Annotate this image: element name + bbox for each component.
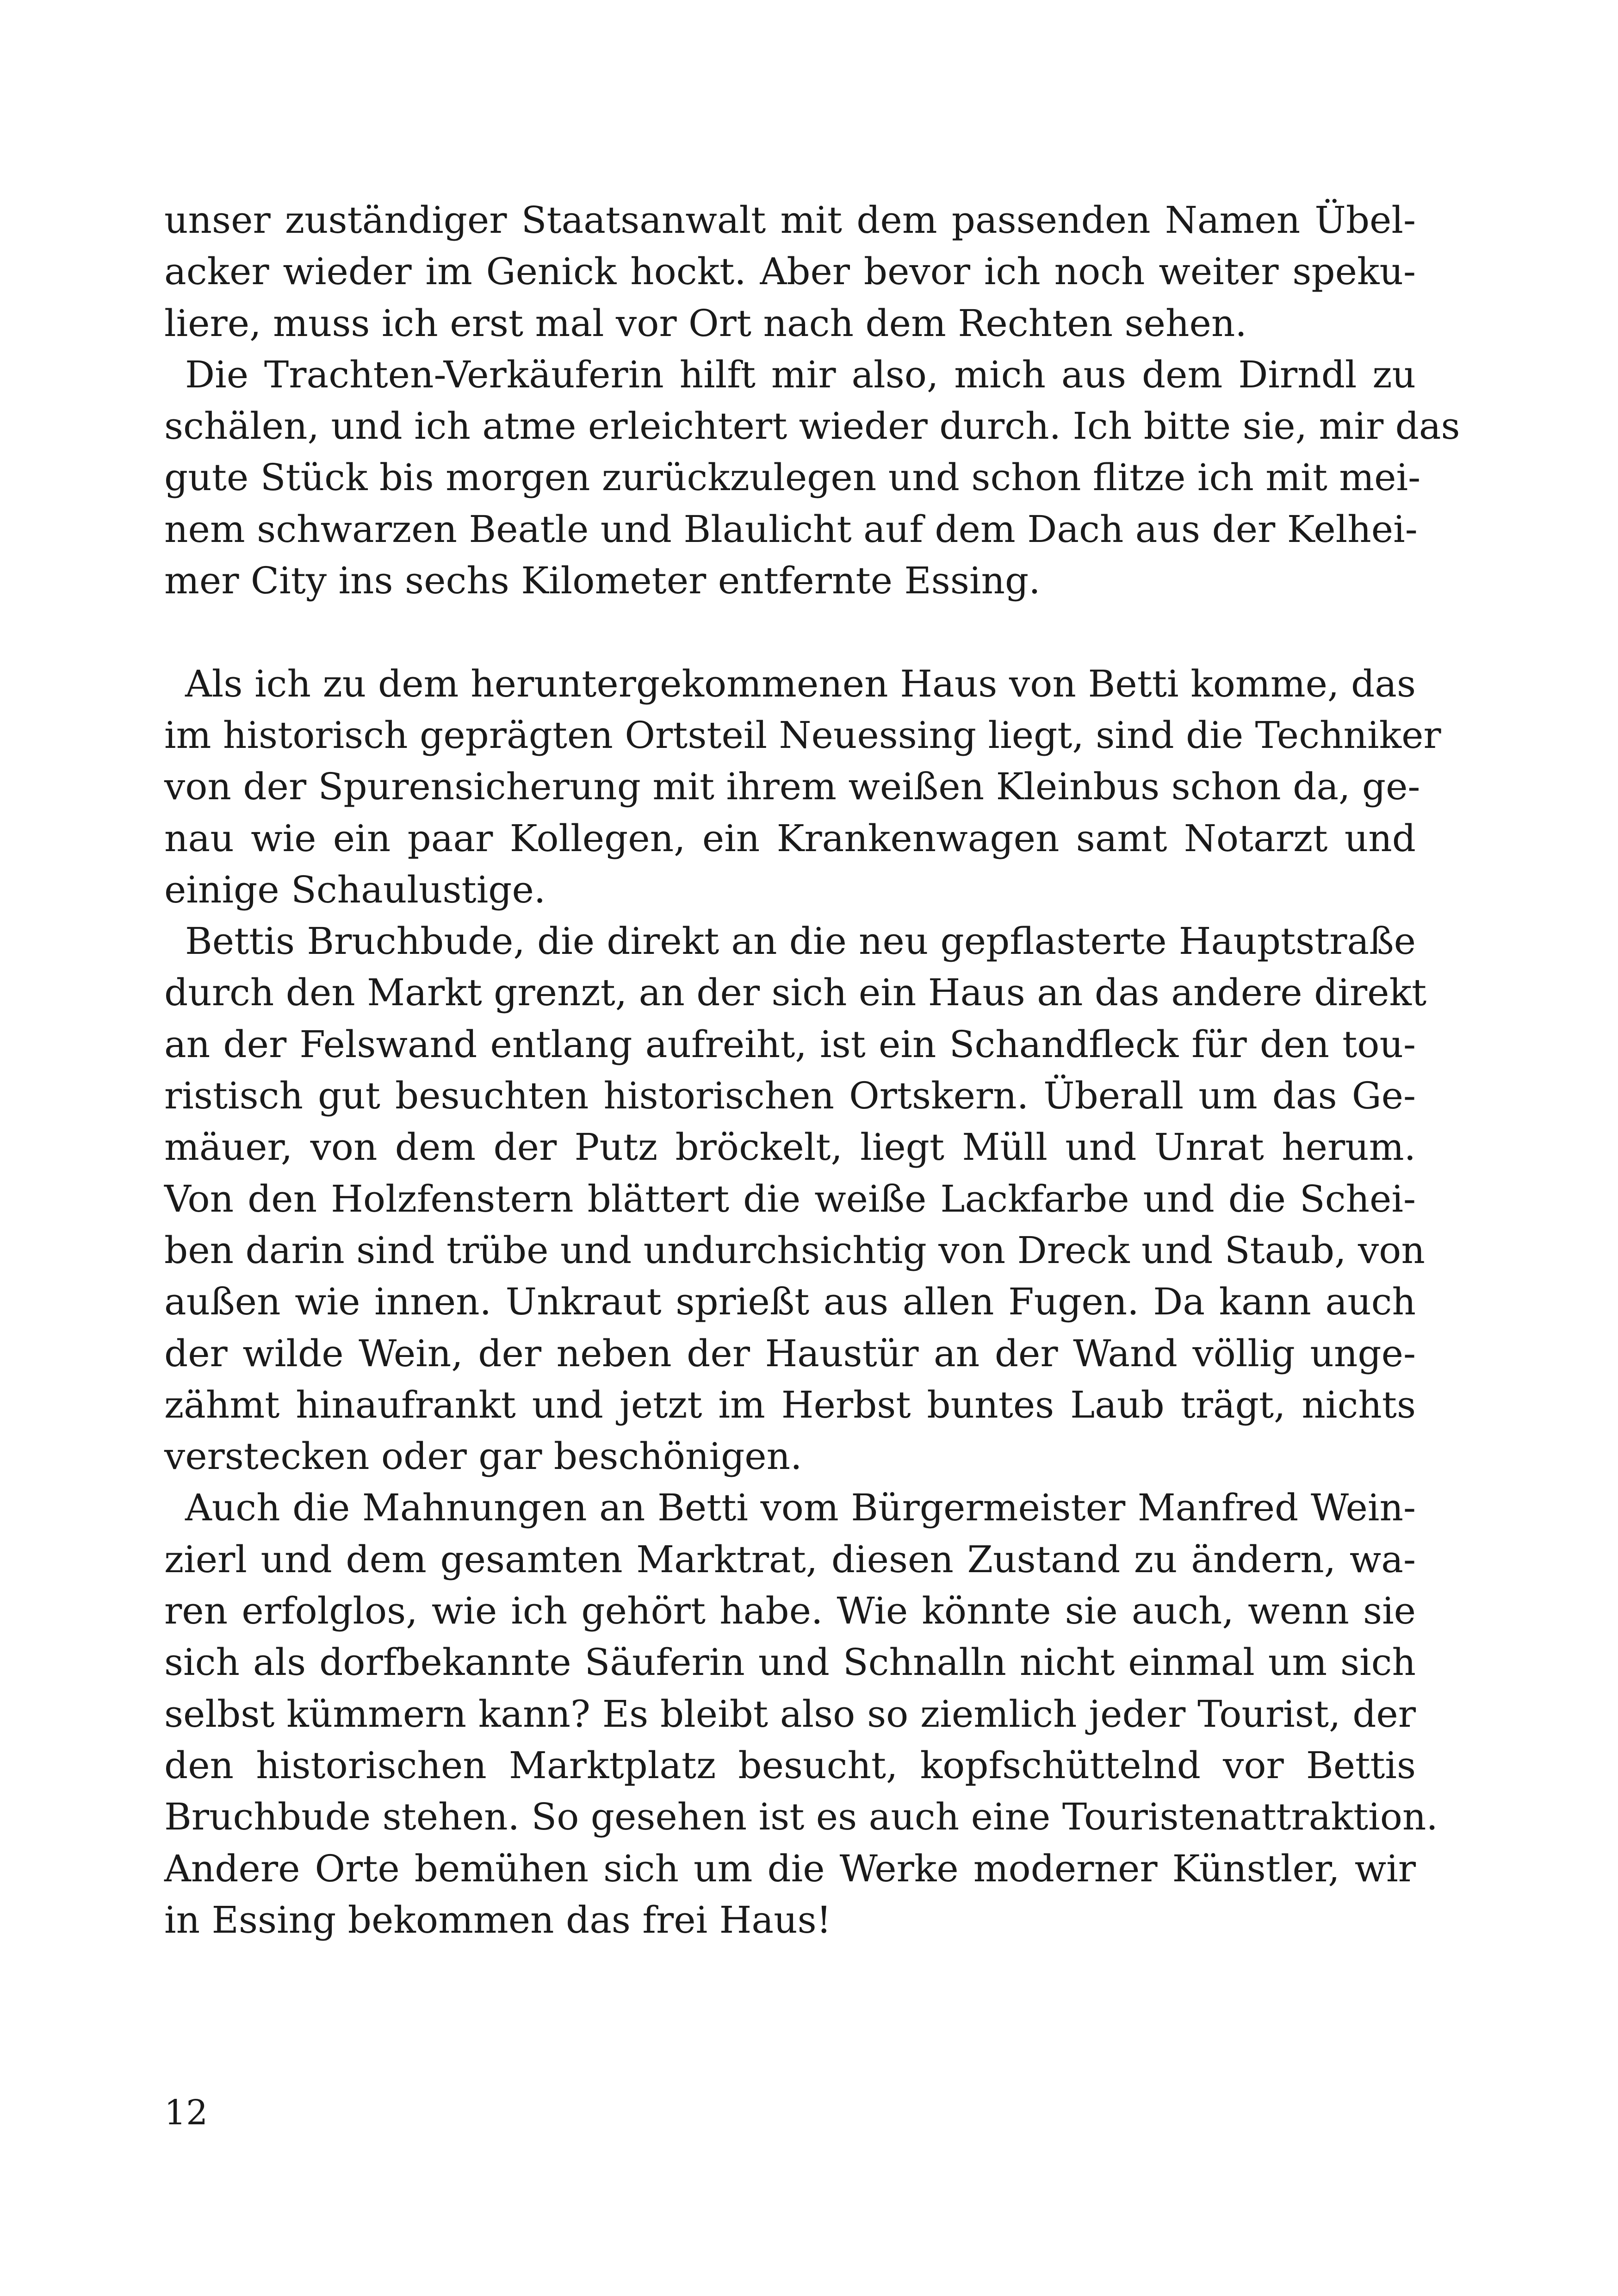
text-line: ben darin sind trübe und undurchsichtig von Dreck und Staub, von	[164, 1228, 1425, 1272]
paragraph-4	[164, 915, 1427, 1482]
paragraph-3	[164, 658, 1441, 915]
text-line: nem schwarzen Beatle und Blaulicht auf dem Dach aus der Kelhei-	[164, 507, 1418, 551]
text-line: Als ich zu dem heruntergekommenen Haus von Betti komme, das	[185, 662, 1416, 705]
text-line: ren erfolglos, wie ich gehört habe. Wie könnte sie auch, wenn sie	[164, 1589, 1416, 1633]
text-line: außen wie innen. Unkraut sprießt aus allen Fugen. Da kann auch	[164, 1280, 1416, 1324]
text-line: zähmt hinaufrankt und jetzt im Herbst buntes Laub trägt, nichts	[164, 1383, 1416, 1426]
text-line: acker wieder im Genick hockt. Aber bevor ich noch weiter speku-	[164, 250, 1416, 293]
text-line: in Essing bekommen das frei Haus!	[164, 1898, 831, 1941]
text-line: schälen, und ich atme erleichtert wieder durch. Ich bitte sie, mir das	[164, 404, 1460, 448]
page-number: 12	[164, 2093, 208, 2133]
text-line: mäuer, von dem der Putz bröckelt, liegt Müll und Unrat herum.	[164, 1126, 1416, 1169]
text-line: einige Schaulustige.	[164, 868, 546, 911]
paragraph-2	[164, 349, 1460, 606]
text-line: verstecken oder gar beschönigen.	[164, 1435, 802, 1478]
text-line: der wilde Wein, der neben der Haustür an der Wand völlig unge-	[164, 1332, 1416, 1375]
body-text	[164, 194, 1460, 1946]
text-line: selbst kümmern kann? Es bleibt also so ziemlich jeder Tourist, der	[164, 1692, 1416, 1736]
text-line: liere, muss ich erst mal vor Ort nach dem Rechten sehen.	[164, 301, 1247, 345]
text-line: den historischen Marktplatz besucht, kopfschüttelnd vor Bettis	[164, 1743, 1416, 1787]
text-line: Bettis Bruchbude, die direkt an die neu gepflasterte Hauptstraße	[185, 920, 1416, 963]
text-line: von der Spurensicherung mit ihrem weißen Kleinbus schon da, ge-	[164, 765, 1420, 809]
text-line: Die Trachten-Verkäuferin hilft mir also, mich aus dem Dirndl zu	[185, 353, 1416, 396]
text-line: nau wie ein paar Kollegen, ein Krankenwagen samt Notarzt und	[164, 816, 1416, 860]
paragraph-1	[164, 194, 1416, 349]
text-line: gute Stück bis morgen zurückzulegen und schon flitze ich mit mei-	[164, 456, 1421, 499]
text-line: unser zuständiger Staatsanwalt mit dem passenden Namen Übel-	[164, 199, 1416, 242]
text-line: zierl und dem gesamten Marktrat, diesen Zustand zu ändern, wa-	[164, 1537, 1416, 1581]
text-line: Andere Orte bemühen sich um die Werke moderner Künstler, wir	[164, 1847, 1416, 1890]
text-line: Bruchbude stehen. So gesehen ist es auch eine Touristenattraktion.	[164, 1795, 1438, 1839]
section-break	[164, 606, 1416, 658]
text-line: sich als dorfbekannte Säuferin und Schnalln nicht einmal um sich	[164, 1641, 1416, 1684]
text-line: mer City ins sechs Kilometer entfernte Essing.	[164, 559, 1041, 603]
text-line: im historisch geprägten Ortsteil Neuessing liegt, sind die Techniker	[164, 713, 1441, 757]
text-line: Von den Holzfenstern blättert die weiße Lackfarbe und die Schei-	[164, 1177, 1416, 1220]
paragraph-5	[164, 1482, 1438, 1946]
text-line: durch den Markt grenzt, an der sich ein Haus an das andere direkt	[164, 971, 1427, 1014]
text-line: Auch die Mahnungen an Betti vom Bürgermeister Manfred Wein-	[185, 1486, 1416, 1530]
text-line: an der Felswand entlang aufreiht, ist ein Schandfleck für den tou-	[164, 1022, 1416, 1066]
text-line: ristisch gut besuchten historischen Ortskern. Überall um das Ge-	[164, 1074, 1416, 1118]
